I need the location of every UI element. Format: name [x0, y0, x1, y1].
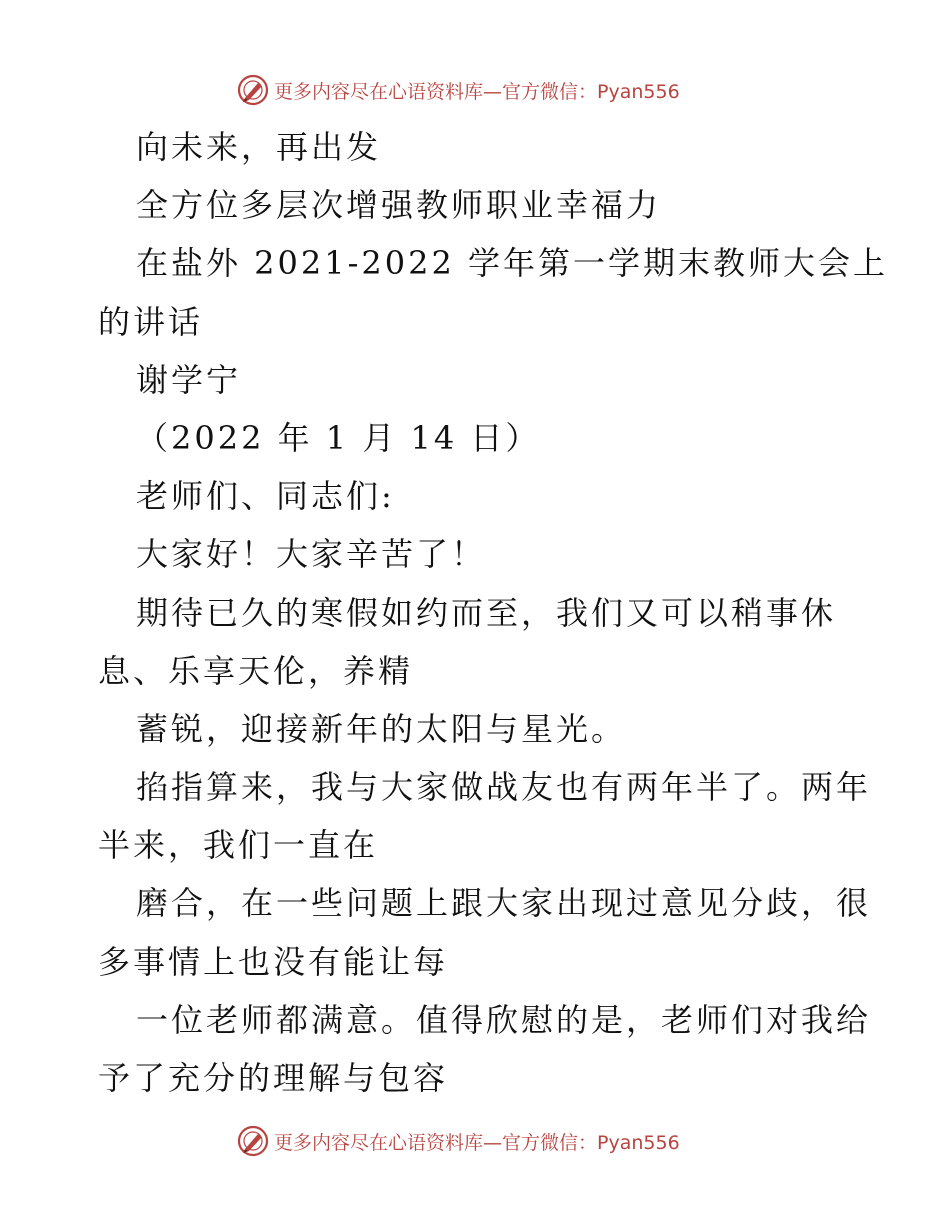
text-line: 在盐外 2021-2022 学年第一学期末教师大会上 [136, 244, 889, 283]
text-line: 多事情上也没有能让每 [98, 942, 449, 981]
text-line: 全方位多层次增强教师职业幸福力 [136, 186, 662, 225]
header-watermark-banner [236, 72, 680, 108]
text-line: 息、乐享天伦，养精 [98, 651, 414, 690]
footer-watermark-banner [236, 1123, 680, 1159]
watermark-text: 更多内容尽在心语资料库—官方微信：Pyan556 [274, 80, 680, 103]
text-line: （2022 年 1 月 14 日） [136, 418, 541, 457]
watermark-text: 更多内容尽在心语资料库—官方微信：Pyan556 [274, 1131, 680, 1154]
text-line: 期待已久的寒假如约而至，我们又可以稍事休 [136, 593, 837, 632]
text-line: 予了充分的理解与包容 [98, 1059, 449, 1097]
text-line: 一位老师都满意。值得欣慰的是，老师们对我给 [136, 1000, 872, 1039]
text-line: 磨合，在一些问题上跟大家出现过意见分歧，很 [136, 884, 872, 923]
text-line: 老师们、同志们: [136, 477, 395, 516]
text-line: 向未来，再出发 [136, 128, 382, 166]
text-line: 大家好！大家辛苦了！ [136, 535, 487, 574]
document-body [98, 118, 889, 1107]
text-line: 谢学宁 [136, 360, 242, 399]
text-line: 蓄锐，迎接新年的太阳与星光。 [136, 709, 627, 748]
text-line: 半来，我们一直在 [98, 826, 379, 865]
text-line: 的讲话 [98, 302, 204, 341]
pen-logo-icon [236, 1124, 270, 1158]
text-line: 掐指算来，我与大家做战友也有两年半了。两年 [136, 768, 872, 807]
pen-logo-icon [236, 73, 270, 107]
